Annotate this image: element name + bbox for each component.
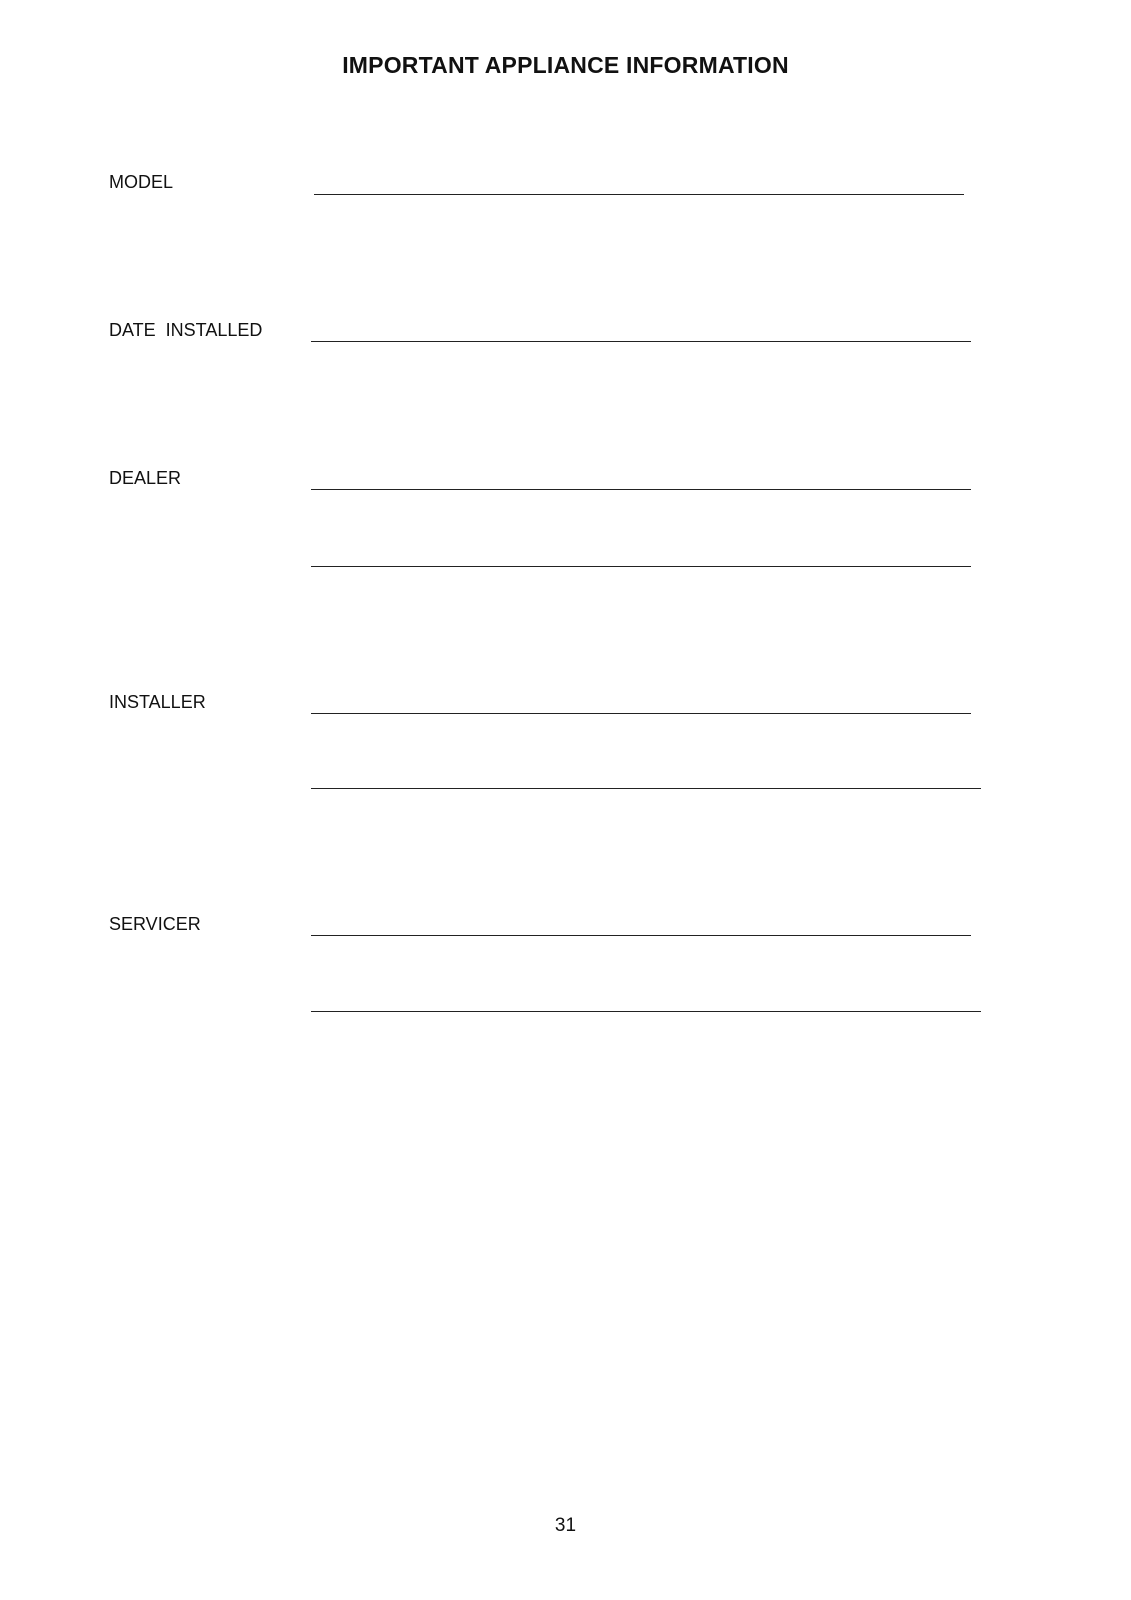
dealer-blank-line-1[interactable] <box>311 489 971 490</box>
page-number: 31 <box>554 1515 577 1536</box>
model-label: MODEL <box>109 172 174 192</box>
servicer-label: SERVICER <box>109 914 201 934</box>
servicer-blank-line-2[interactable] <box>311 1011 981 1012</box>
installer-label: INSTALLER <box>109 692 206 712</box>
date-installed-blank-line[interactable] <box>311 341 971 342</box>
servicer-blank-line-1[interactable] <box>311 935 971 936</box>
page-title: IMPORTANT APPLIANCE INFORMATION <box>342 52 789 78</box>
installer-blank-line-2[interactable] <box>311 788 981 789</box>
date-installed-label: DATE INSTALLED <box>109 320 263 340</box>
model-blank-line[interactable] <box>314 194 964 195</box>
dealer-label: DEALER <box>109 468 182 488</box>
dealer-blank-line-2[interactable] <box>311 566 971 567</box>
installer-blank-line-1[interactable] <box>311 713 971 714</box>
